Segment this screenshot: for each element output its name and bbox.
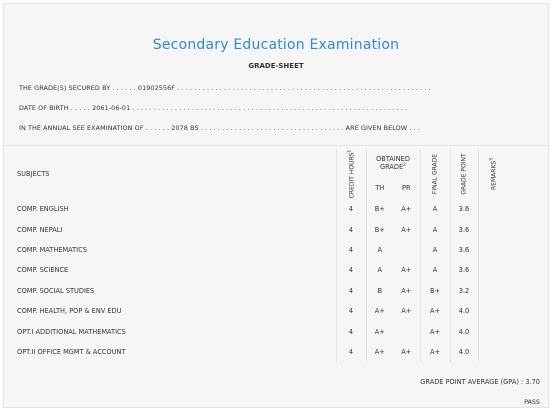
final-grade-cell: A [420, 240, 450, 260]
credit-cell: 4 [336, 281, 366, 301]
subject-cell: COMP. MATHEMATICS [17, 245, 87, 254]
remarks-cell [478, 219, 550, 239]
remarks-cell [478, 342, 550, 362]
grade-point-cell: 4.0 [450, 342, 478, 362]
header-final-grade: FINAL GRADE [420, 149, 450, 199]
result-status: PASS [524, 398, 540, 406]
subject-cell: COMP. NEPALI [17, 225, 63, 234]
table-row [9, 301, 550, 321]
final-grade-cell: A+ [420, 342, 450, 362]
final-grade-cell: A [420, 260, 450, 280]
table-row [9, 219, 550, 239]
remarks-cell [478, 281, 550, 301]
credit-cell: 4 [336, 342, 366, 362]
credit-cell: 4 [336, 219, 366, 239]
subject-cell: OPT.I ADDITIONAL MATHEMATICS [17, 327, 126, 336]
th-grade-cell: A+ [366, 342, 393, 362]
header-subjects: SUBJECTS [17, 170, 50, 178]
grade-point-cell: 4.0 [450, 301, 478, 321]
pr-grade-cell: A+ [401, 307, 412, 316]
grade-point-cell: 3.6 [450, 240, 478, 260]
credit-cell: 4 [336, 199, 366, 219]
pr-grade-cell [393, 321, 420, 341]
date-of-birth-line: DATE OF BIRTH . . . . . 2061-06-01 . . . . . . . . . . . . . . . . . . . . . . . . . . . . . . . . . . . . . . . . . . . . . . . . . . . . . . . . . . . . . . . . . [19, 104, 408, 112]
remarks-cell [478, 301, 550, 321]
header-th: TH [366, 177, 393, 199]
th-grade-cell: A+ [366, 301, 393, 321]
subject-cell: OPT.II OFFICE MGMT & ACCOUNT [17, 347, 126, 356]
subject-cell: COMP. HEALTH, POP & ENV EDU [17, 307, 122, 316]
table-top-divider [4, 145, 548, 146]
sheet-subtitle: GRADE-SHEET [248, 62, 304, 70]
subject-cell: COMP. SOCIAL STUDIES [17, 286, 95, 295]
th-grade-cell: A [366, 240, 393, 260]
pr-grade-cell: A+ [401, 205, 412, 214]
grade-point-cell: 4.0 [450, 321, 478, 341]
grade-point-cell: 3.6 [450, 219, 478, 239]
table-row [9, 240, 550, 260]
pr-grade-cell: A+ [401, 266, 412, 275]
th-grade-cell: A [366, 260, 393, 280]
credit-cell: 4 [336, 301, 366, 321]
th-grade-cell: B+ [366, 199, 393, 219]
header-obtained-grade: OBTAINED GRADE$^2$ [366, 149, 420, 177]
pr-grade-cell: A+ [401, 347, 412, 356]
grade-point-cell: 3.6 [450, 260, 478, 280]
grade-point-cell: 3.2 [450, 281, 478, 301]
table-row [9, 321, 550, 341]
table-row [9, 281, 550, 301]
grades-table [9, 149, 550, 362]
pr-grade-cell: A+ [401, 286, 412, 295]
header-grade-point: GRADE POINT [450, 149, 478, 199]
th-grade-cell: A+ [366, 321, 393, 341]
grade-point-cell: 3.6 [450, 199, 478, 219]
gpa-summary: GRADE POINT AVERAGE (GPA) : 3.70 [420, 378, 540, 386]
table-row [9, 260, 550, 280]
credit-cell: 4 [336, 260, 366, 280]
th-grade-cell: B+ [366, 219, 393, 239]
credit-cell: 4 [336, 240, 366, 260]
table-row [9, 199, 550, 219]
th-grade-cell: B [366, 281, 393, 301]
final-grade-cell: A [420, 219, 450, 239]
header-remarks: REMARKS$^3$ [478, 149, 550, 199]
remarks-cell [478, 199, 550, 219]
header-pr: PR [401, 184, 411, 192]
remarks-cell [478, 240, 550, 260]
table-row [9, 342, 550, 362]
final-grade-cell: A+ [420, 321, 450, 341]
pr-grade-cell [393, 240, 420, 260]
exam-title: Secondary Education Examination [152, 37, 400, 53]
remarks-cell [478, 260, 550, 280]
header-credit-hours: CREDIT HOURS$^1$ [336, 149, 366, 199]
exam-line: IN THE ANNUAL SEE EXAMINATION OF . . . . . . 2078 BS . . . . . . . . . . . . . . . . . . . . . . . . . . . . . . . . . . ARE GIVEN BELOW . . . [19, 124, 421, 132]
pr-grade-cell: A+ [401, 225, 412, 234]
final-grade-cell: A [420, 199, 450, 219]
subject-cell: COMP. ENGLISH [17, 205, 69, 214]
final-grade-cell: B+ [420, 281, 450, 301]
final-grade-cell: A+ [420, 301, 450, 321]
grade-secured-line: THE GRADE(S) SECURED BY . . . . . . 01902556F . . . . . . . . . . . . . . . . . . . . . . . . . . . . . . . . . . . . . . . . . . . . . . . . . . . . . . . . . . . . [19, 84, 431, 92]
credit-cell: 4 [336, 321, 366, 341]
grade-sheet [3, 3, 549, 408]
subject-cell: COMP. SCIENCE [17, 266, 69, 275]
remarks-cell [478, 321, 550, 341]
